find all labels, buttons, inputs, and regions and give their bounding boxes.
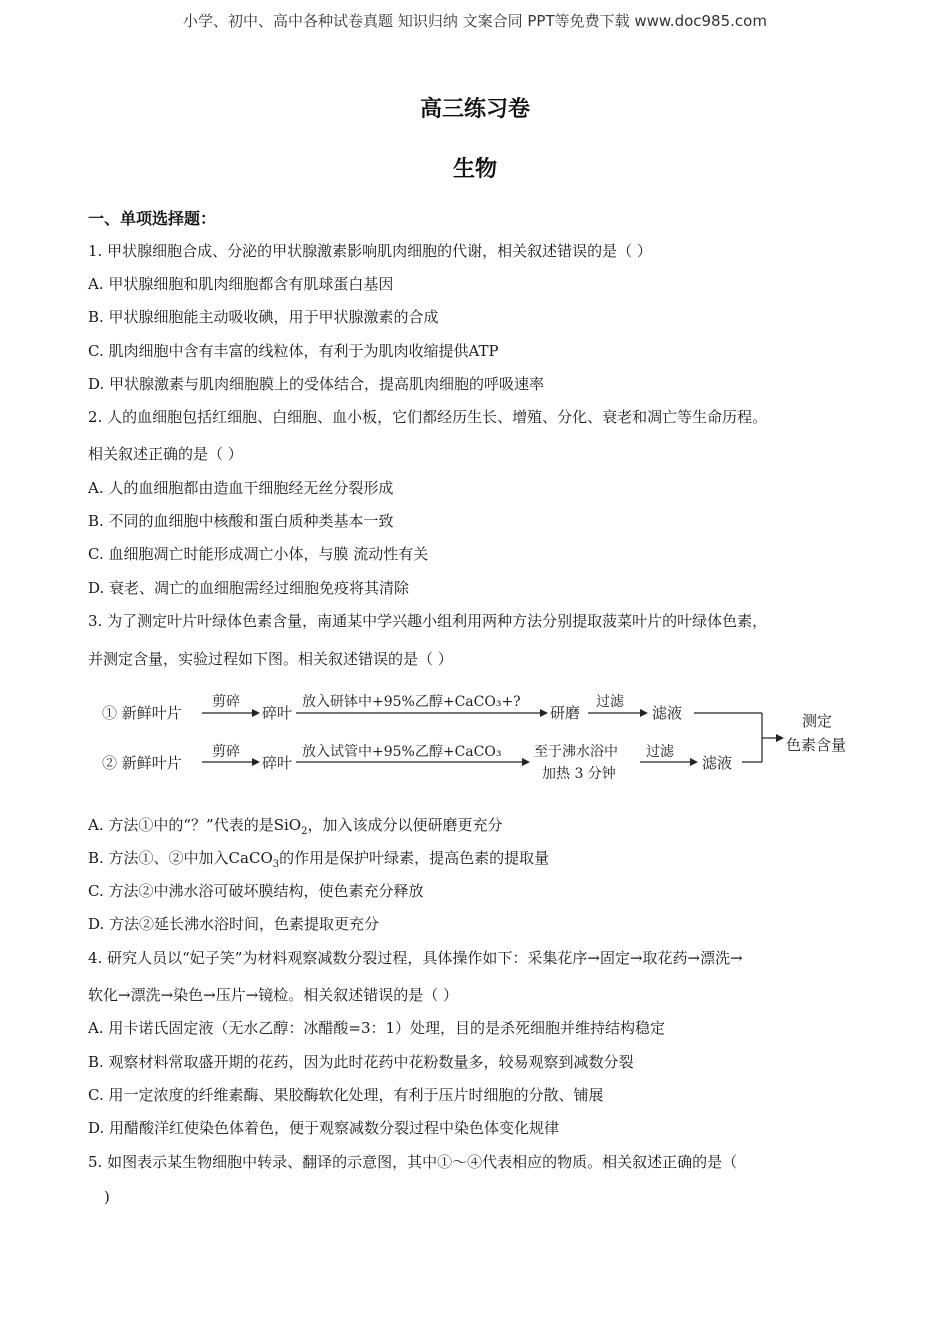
row2-arrow3-label: 过滤 [646,744,674,760]
q4-option-c: C. 用一定浓度的纤维素酶、果胶酶软化处理，有利于压片时细胞的分散、铺展 [88,1086,604,1104]
q2-option-c: C. 血细胞凋亡时能形成凋亡小体，与膜 流动性有关 [88,545,429,563]
row1-step3: 滤液 [652,704,683,722]
row1-arrow3-label: 过滤 [596,694,624,710]
row1-step2: 研磨 [550,704,581,722]
section-heading: 一、单项选择题： [88,209,217,228]
row2-step2-line1: 至于沸水浴中 [534,744,618,760]
q1-option-a: A. 甲状腺细胞和肌肉细胞都含有肌球蛋白基因 [88,275,394,293]
row2-arrow1-head [252,758,260,766]
q1-option-b: B. 甲状腺细胞能主动吸收碘，用于甲状腺激素的合成 [88,308,439,326]
q2-stem-line1: 2. 人的血细胞包括红细胞、白细胞、血小板，它们都经历生长、增殖、分化、衰老和凋亡等生命历程。 [88,408,768,426]
row1-arrow2-label: 放入研钵中+95%乙醇+CaCO₃+? [302,694,521,710]
q4-option-b: B. 观察材料常取盛开期的花药，因为此时花药中花粉数量多，较易观察到减数分裂 [88,1053,634,1071]
q4-stem-line1: 4. 研究人员以“妃子笑”为材料观察减数分裂过程，具体操作如下：采集花序→固定→取花药→漂洗→ [88,949,743,967]
q3-option-c: C. 方法②中沸水浴可破坏膜结构，使色素充分释放 [88,882,424,900]
q2-option-b: B. 不同的血细胞中核酸和蛋白质种类基本一致 [88,512,394,530]
q1-option-d: D. 甲状腺激素与肌肉细胞膜上的受体结合，提高肌肉细胞的呼吸速率 [88,375,545,393]
row1-arrow3-head [640,709,648,717]
row1-arrow1-head [252,709,260,717]
merge-arrow-head [776,734,784,742]
result-line2: 色素含量 [786,736,847,754]
q5-stem-line1: 5. 如图表示某生物细胞中转录、翻译的示意图，其中①～④代表相应的物质。相关叙述正确的是（ [88,1153,738,1171]
pigment-extraction-diagram [96,682,866,792]
page-subtitle: 生物 [452,157,497,182]
q1-option-c: C. 肌肉细胞中含有丰富的线粒体，有利于为肌肉收缩提供ATP [88,342,499,360]
row2-arrow3-head [690,758,698,766]
q4-stem-line2: 软化→漂洗→染色→压片→镜检。相关叙述错误的是（ ） [88,986,459,1004]
q3-option-a: A. 方法①中的“？”代表的是SiO$_2$，加入该成分以便研磨更充分 [88,816,503,837]
page-title: 高三练习卷 [419,97,530,122]
row2-arrow2-head [522,758,530,766]
q3-stem-line2: 并测定含量，实验过程如下图。相关叙述错误的是（ ） [88,650,453,668]
row2-arrow2-label: 放入试管中+95%乙醇+CaCO₃ [302,744,502,760]
row2-step1: 碎叶 [262,754,293,772]
row2-step3: 滤液 [702,754,733,772]
row2-step2-line2: 加热 3 分钟 [542,766,616,782]
q3-stem-line1: 3. 为了测定叶片叶绿体色素含量，南通某中学兴趣小组利用两种方法分别提取菠菜叶片的叶绿体色素， [88,612,768,630]
row2-arrow1-label: 剪碎 [212,744,240,760]
row1-arrow2-head [540,709,548,717]
q2-option-a: A. 人的血细胞都由造血干细胞经无丝分裂形成 [88,479,394,497]
q4-option-a: A. 用卡诺氏固定液（无水乙醇：冰醋酸=3：1）处理，目的是杀死细胞并维持结构稳定 [88,1019,666,1037]
row1-arrow1-label: 剪碎 [212,694,240,710]
q1-stem: 1. 甲状腺细胞合成、分泌的甲状腺激素影响肌肉细胞的代谢，相关叙述错误的是（ ） [88,242,652,260]
row1-start: ① 新鲜叶片 [102,704,182,722]
q3-option-b: B. 方法①、②中加入CaCO$_3$的作用是保护叶绿素，提高色素的提取量 [88,849,550,870]
site-banner: 小学、初中、高中各种试卷真题 知识归纳 文案合同 PPT等免费下载 www.doc985.com [183,12,767,30]
q5-stem-line2: ) [104,1188,110,1206]
q3-option-d: D. 方法②延长沸水浴时间，色素提取更充分 [88,915,380,933]
q4-option-d: D. 用醋酸洋红使染色体着色，便于观察减数分裂过程中染色体变化规律 [88,1119,560,1137]
row2-start: ② 新鲜叶片 [102,754,182,772]
q2-option-d: D. 衰老、凋亡的血细胞需经过细胞免疫将其清除 [88,579,410,597]
result-line1: 测定 [802,712,833,730]
q2-stem-line2: 相关叙述正确的是（ ） [88,445,243,463]
row1-step1: 碎叶 [262,704,293,722]
